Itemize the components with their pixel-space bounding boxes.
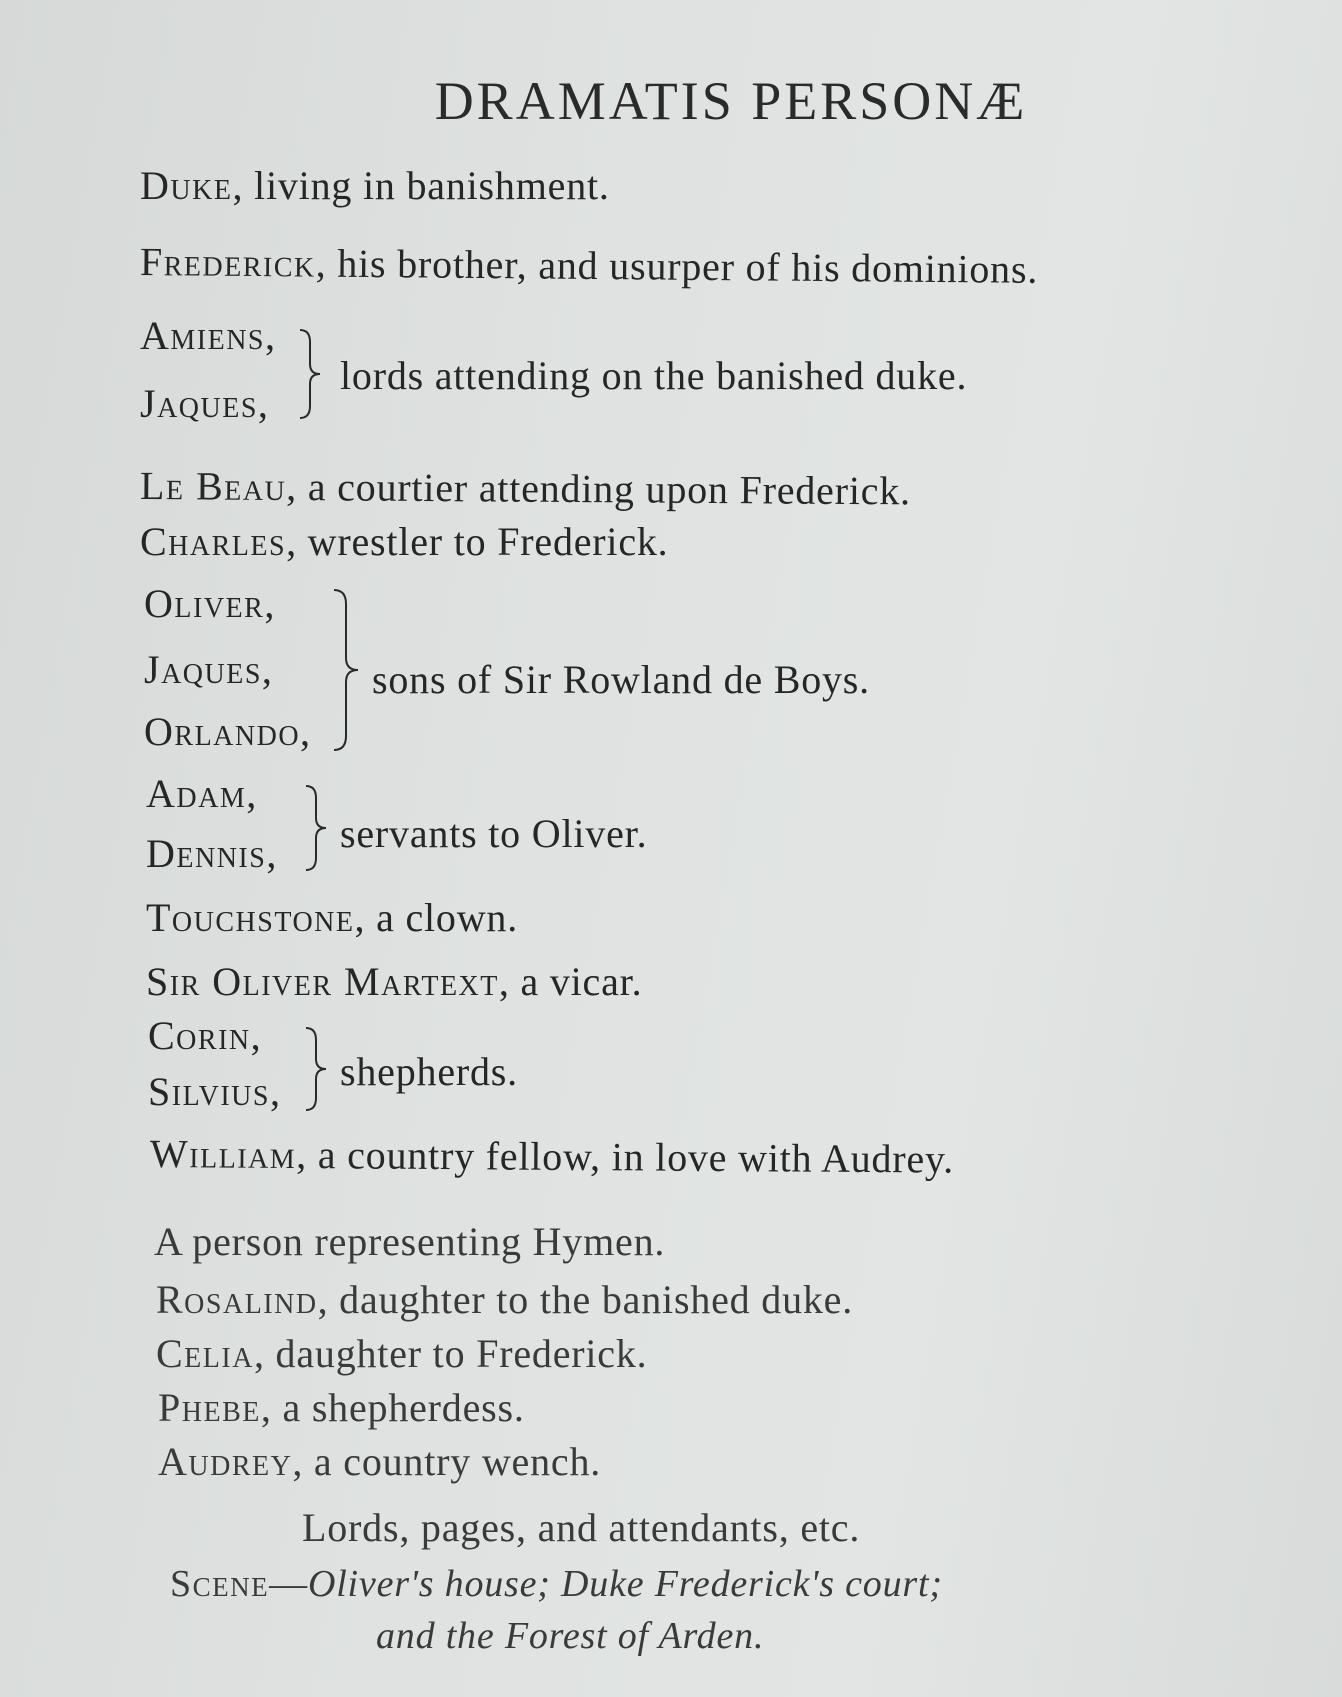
character-description: , a clown. — [354, 895, 519, 940]
character-name: Orlando, — [144, 709, 312, 754]
character-name: Charles — [140, 519, 287, 564]
entry-duke — [140, 162, 610, 209]
entry-frederick — [140, 238, 1039, 293]
character-name: Sir Oliver Martext — [146, 959, 499, 1004]
scene-line-1 — [170, 1562, 943, 1606]
brace-icon — [296, 328, 326, 420]
entry-hymen: A person representing Hymen. — [154, 1219, 666, 1264]
character-name: Audrey — [158, 1439, 293, 1484]
character-description: , living in banishment. — [232, 163, 610, 208]
scene-label: Scene — [170, 1563, 270, 1605]
character-name: Dennis, — [146, 831, 278, 876]
brace-icon — [302, 784, 332, 872]
scene-line-2: and the Forest of Arden. — [376, 1615, 765, 1657]
character-name: William — [149, 1131, 297, 1178]
character-description: , daughter to Frederick. — [253, 1331, 648, 1376]
character-name: Amiens, — [140, 313, 277, 358]
character-description: , a shepherdess. — [260, 1385, 525, 1430]
character-description: , a country fellow, in love with Audrey. — [296, 1132, 955, 1182]
character-name: Jaques, — [140, 381, 270, 426]
character-description: , wrestler to Frederick. — [286, 519, 669, 564]
entry-lebeau — [140, 462, 911, 514]
character-name: Duke — [140, 163, 233, 208]
character-description: , his brother, and usurper of his dominions. — [315, 240, 1039, 292]
entry-martext — [146, 958, 642, 1005]
entry-audrey — [158, 1438, 601, 1485]
entry-william — [150, 1130, 954, 1183]
character-name: Touchstone — [146, 895, 355, 940]
character-description: , a courtier attending upon Frederick. — [286, 464, 912, 514]
character-name: Oliver, — [144, 581, 276, 626]
group-description: shepherds. — [340, 1049, 518, 1094]
brace-icon — [330, 588, 364, 752]
entry-touchstone — [146, 894, 518, 941]
group-description: servants to Oliver. — [340, 811, 648, 856]
scene-dash: — — [269, 1563, 308, 1605]
entry-rosalind — [156, 1276, 853, 1323]
entry-charles — [140, 518, 668, 565]
character-name: Le Beau — [139, 463, 287, 510]
entry-celia — [156, 1330, 647, 1377]
character-name: Adam, — [146, 771, 258, 816]
character-name: Corin, — [148, 1013, 263, 1058]
group-description: sons of Sir Rowland de Boys. — [372, 657, 870, 702]
group-description: lords attending on the banished duke. — [340, 353, 968, 398]
character-name: Frederick — [139, 239, 316, 286]
character-name: Jaques, — [144, 647, 274, 692]
character-name: Phebe — [158, 1385, 261, 1430]
character-description: , daughter to the banished duke. — [317, 1277, 854, 1322]
page-title: DRAMATIS PERSONÆ — [434, 71, 1028, 131]
character-name: Celia — [156, 1331, 254, 1376]
attendants-line: Lords, pages, and attendants, etc. — [302, 1505, 861, 1550]
character-description: , a vicar. — [498, 959, 643, 1004]
entry-phebe — [158, 1384, 525, 1431]
character-name: Rosalind — [156, 1277, 318, 1322]
brace-icon — [302, 1026, 332, 1112]
character-name: Silvius, — [148, 1069, 282, 1114]
scene-location-1: Oliver's house; Duke Frederick's court; — [307, 1563, 943, 1605]
character-description: , a country wench. — [292, 1439, 602, 1484]
